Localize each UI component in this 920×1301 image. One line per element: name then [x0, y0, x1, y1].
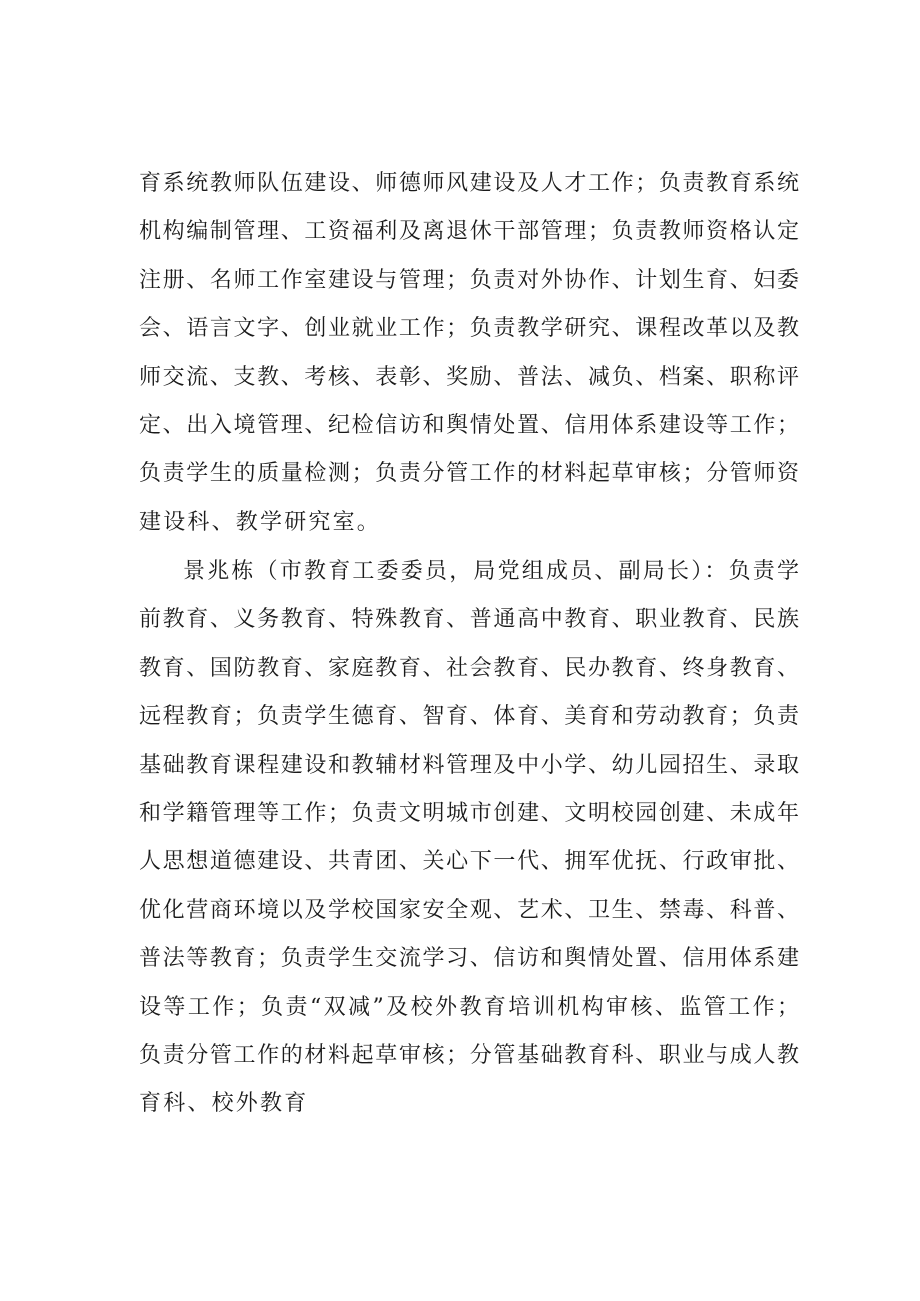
text-line: 远程教育；负责学生德育、智育、体育、美育和劳动教育；负责: [139, 704, 799, 730]
text-line-last: 育科、校外教育: [139, 1091, 309, 1117]
text-line-last: 建设科、教学研究室。: [139, 509, 382, 535]
text-line: 师交流、支教、考核、表彰、奖励、普法、减负、档案、职称评: [139, 364, 799, 390]
text-line: 定、出入境管理、纪检信访和舆情处置、信用体系建设等工作；: [139, 412, 799, 438]
text-line: 机构编制管理、工资福利及离退休干部管理；负责教师资格认定: [139, 219, 799, 245]
text-line: 负责分管工作的材料起草审核；分管基础教育科、职业与成人教: [139, 1042, 799, 1068]
paragraph-deputy-director-duties: [139, 548, 799, 1129]
text-line: 注册、名师工作室建设与管理；负责对外协作、计划生育、妇委: [139, 267, 799, 293]
paragraph-responsibilities-continued: [139, 160, 799, 547]
text-line: 设等工作；负责“双减”及校外教育培训机构审核、监管工作；: [139, 994, 799, 1020]
text-line: 教育、国防教育、家庭教育、社会教育、民办教育、终身教育、: [139, 655, 799, 681]
text-line: 会、语言文字、创业就业工作；负责教学研究、课程改革以及教: [139, 316, 799, 342]
text-line-first: 景兆栋（市教育工委委员，局党组成员、副局长）：负责学: [183, 559, 799, 584]
text-line: 育系统教师队伍建设、师德师风建设及人才工作；负责教育系统: [139, 171, 799, 196]
text-line: 负责学生的质量检测；负责分管工作的材料起草审核；分管师资: [139, 461, 799, 487]
text-line: 基础教育课程建设和教辅材料管理及中小学、幼儿园招生、录取: [139, 752, 799, 778]
text-line: 优化营商环境以及学校国家安全观、艺术、卫生、禁毒、科普、: [139, 897, 799, 923]
text-line: 普法等教育；负责学生交流学习、信访和舆情处置、信用体系建: [139, 946, 799, 972]
text-line: 人思想道德建设、共青团、关心下一代、拥军优抚、行政审批、: [139, 849, 799, 875]
text-line: 和学籍管理等工作；负责文明城市创建、文明校园创建、未成年: [139, 800, 799, 826]
text-line: 前教育、义务教育、特殊教育、普通高中教育、职业教育、民族: [139, 607, 799, 633]
